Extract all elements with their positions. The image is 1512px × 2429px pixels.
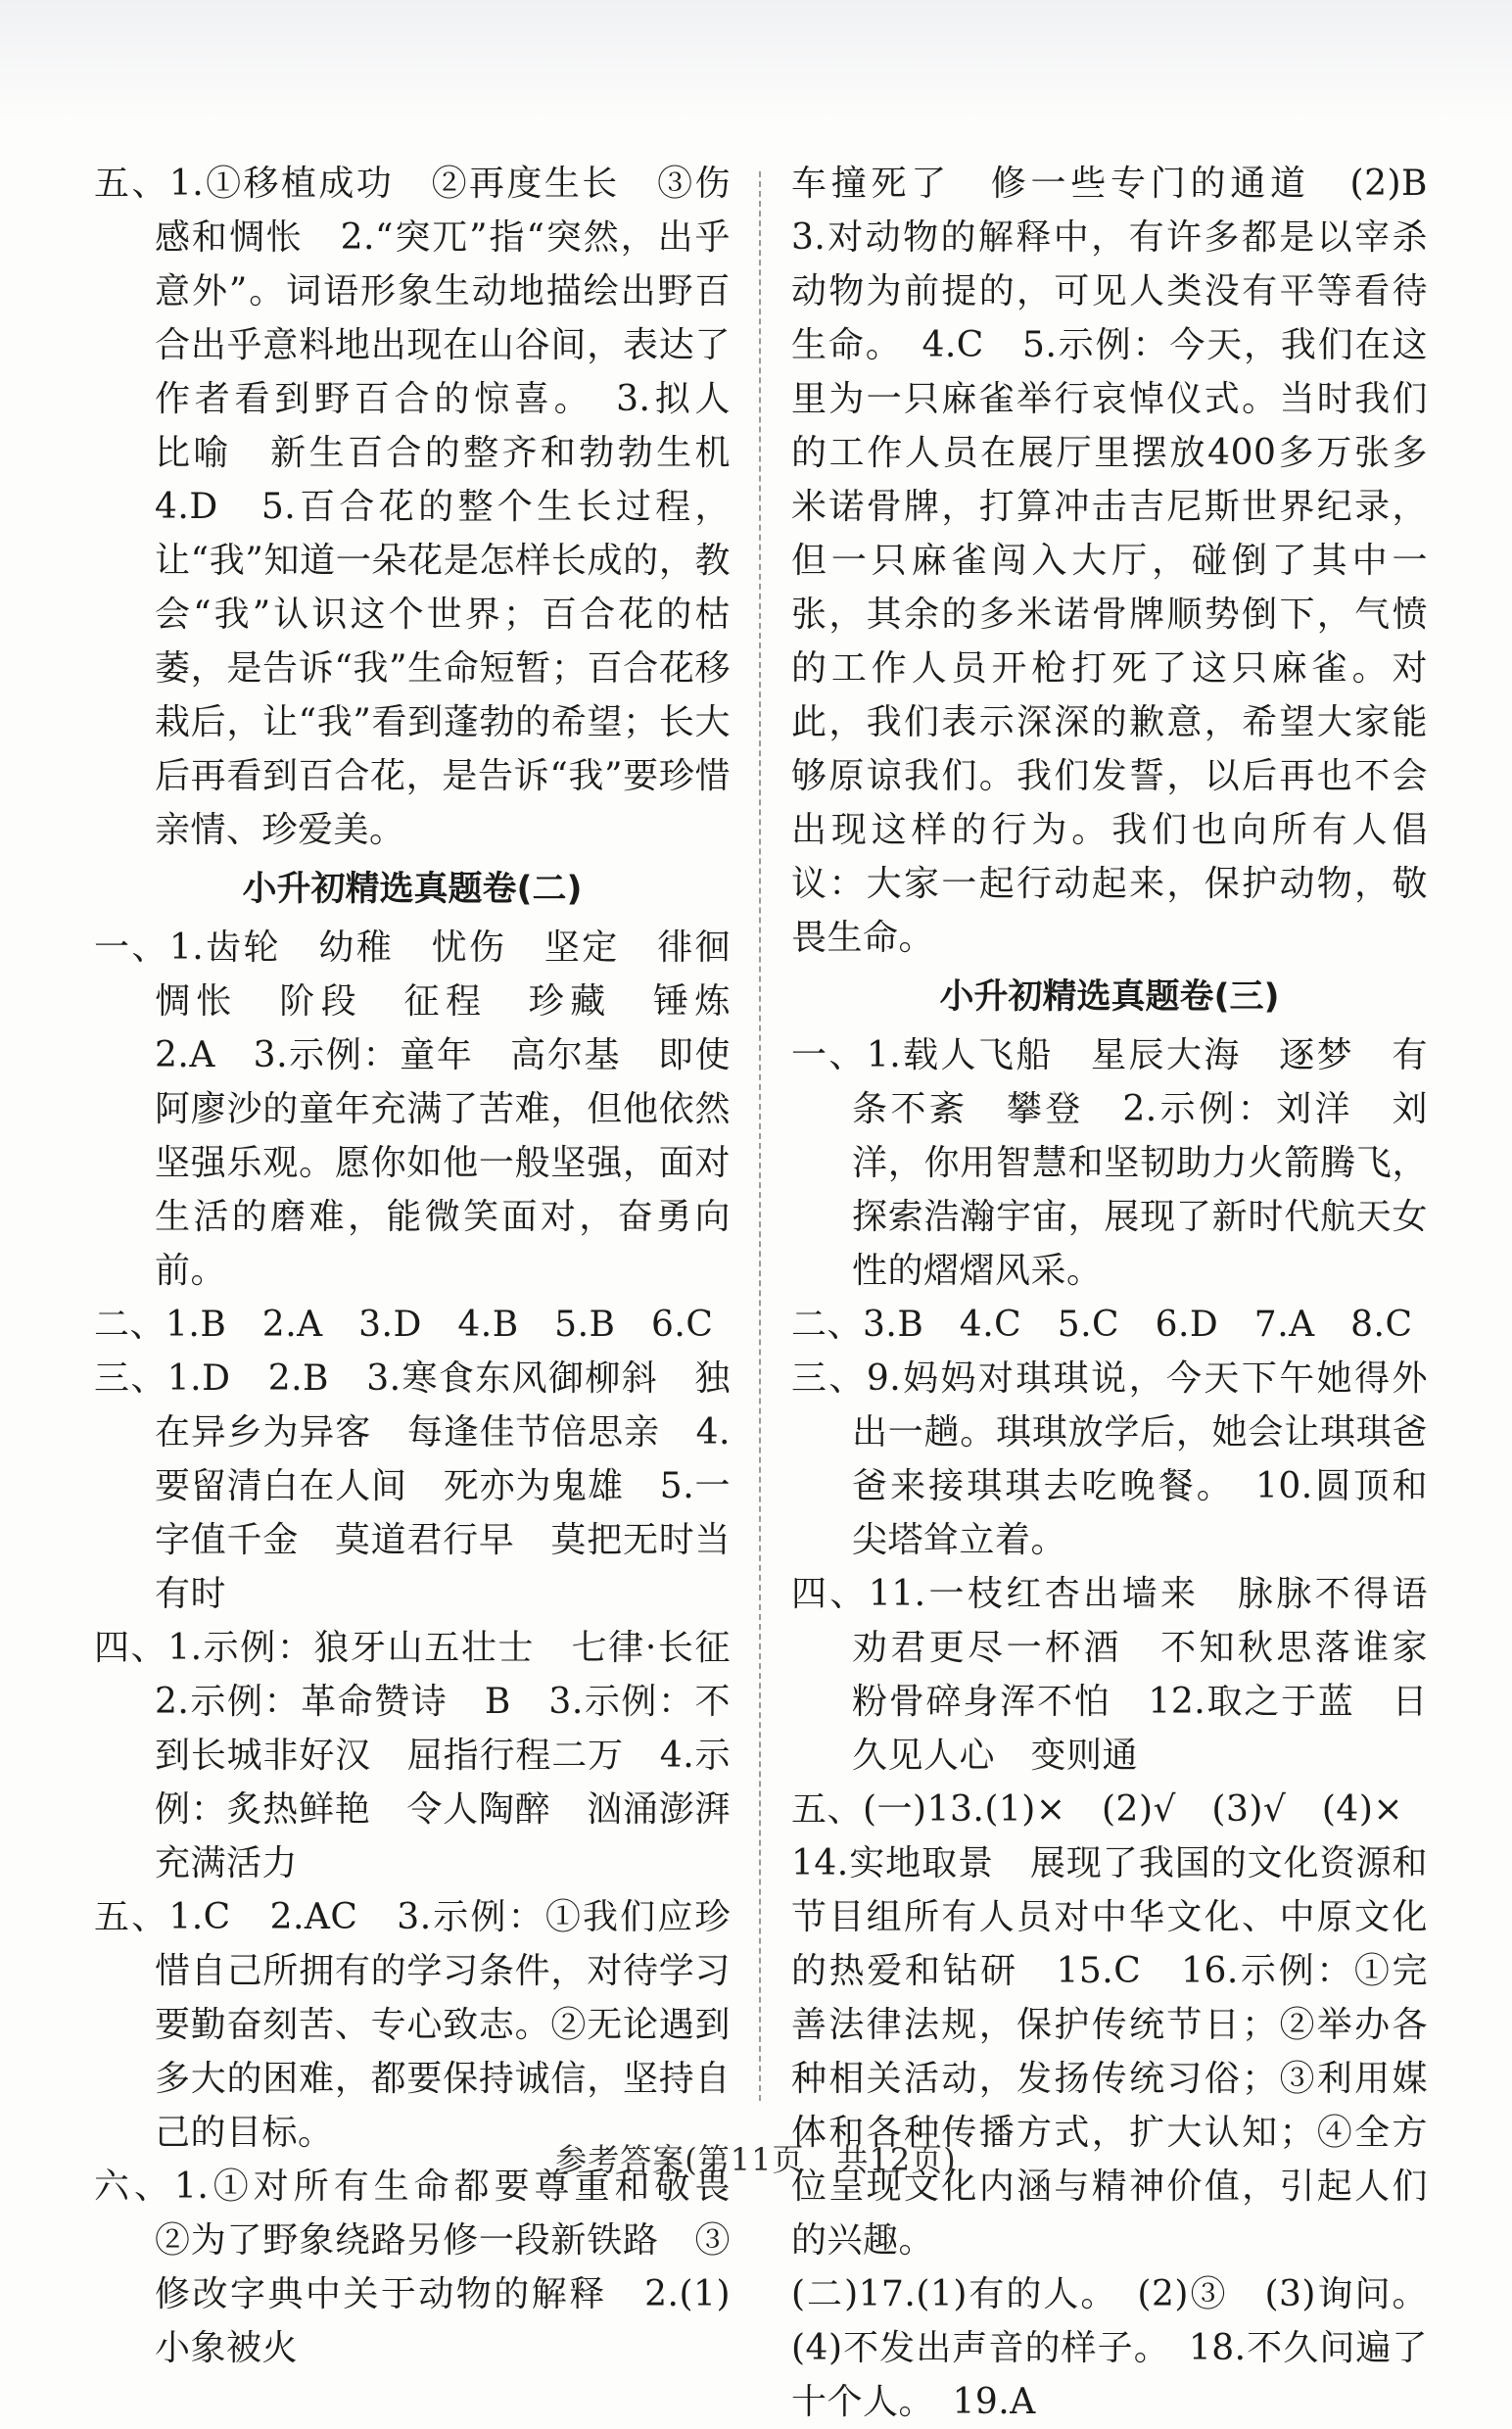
page-footer: 参考答案(第11页 共12页): [555, 2141, 957, 2178]
exam-title-3: 小升初精选真题卷(三): [939, 977, 1280, 1017]
answer-section-5-head: 五、(一)13.(1)× (2)√ (3)√ (4)×: [791, 1789, 1404, 1830]
right-column: [791, 157, 1464, 2429]
answer-section-5-a: 五、1.①移植成功 ②再度生长 ③伤感和惆怅 2.“突兀”指“突然，出乎意外”。词语形象生动地描绘出野百合出乎意料地出现在山谷间，表达了作者看到野百合的惊喜。 3.拟人 比喻 新生百合的整齐和勃勃生机 4.D 5.百合花的整个生长过程，让“我”知道一朵花是怎样长成的，教会“我”认识这个世界；百合花的枯萎，是告诉“我”生命短暂；百合花移栽后，让“我”看到蓬勃的希望；长大后再看到百合花，是告诉“我”要珍惜亲情、珍爱美。: [94, 164, 767, 850]
answer-continuation: 车撞死了 修一些专门的通道 (2)B 3.对动物的解释中，有许多都是以宰杀动物为前提的，可见人类没有平等看待生命。 4.C 5.示例：今天，我们在这里为一只麻雀举行哀悼仪式。当时我们的工作人员在展厅里摆放400多万张多米诺骨牌，打算冲击吉尼斯世界纪录，但一只麻雀闯入大厅，碰倒了其中一张，其余的多米诺骨牌顺势倒下，气愤的工作人员开枪打死了这只麻雀。对此，我们表示深深的歉意，希望大家能够原谅我们。我们发誓，以后再也不会出现这样的行为。我们也向所有人倡议：大家一起行动起来，保护动物，敬畏生命。: [791, 164, 1464, 958]
scan-top-shadow: [0, 0, 1512, 118]
answer-section-5-b: 五、1.C 2.AC 3.示例：①我们应珍惜自己所拥有的学习条件，对待学习要勤奋刻苦、专心致志。②无论遇到多大的困难，都要保持诚信，坚持自己的目标。: [94, 1897, 731, 2153]
answer-section-1: 一、1.齿轮 幼稚 忧伤 坚定 徘徊 惆怅 阶段 征程 珍藏 锤炼 2.A 3.示例：童年 高尔基 即使阿廖沙的童年充满了苦难，但他依然坚强乐观。愿你如他一般坚强，面对生活的磨难，能微笑面对，奋勇向前。: [94, 928, 767, 1291]
answer-section-3: 三、9.妈妈对琪琪说，今天下午她得外出一趟。琪琪放学后，她会让琪琪爸爸来接琪琪去吃晚餐。 10.圆顶和尖塔耸立着。: [791, 1358, 1428, 1560]
answer-section-1: 一、1.载人飞船 星辰大海 逐梦 有条不紊 攀登 2.示例：刘洋 刘洋，你用智慧和坚韧助力火箭腾飞，探索浩瀚宇宙，展现了新时代航天女性的熠熠风采。: [791, 1035, 1428, 1291]
answer-section-4: 四、1.示例：狼牙山五壮士 七律·长征 2.示例：革命赞诗 B 3.示例：不到长城非好汉 屈指行程二万 4.示例：炙热鲜艳 令人陶醉 汹涌澎湃 充满活力: [94, 1628, 767, 1883]
answer-section-6: 六、1.①对所有生命都要尊重和敬畏 ②为了野象绕路另修一段新铁路 ③修改字典中关于动物的解释 2.(1)小象被火: [94, 2167, 767, 2368]
answer-section-5-q14: 14.实地取景 展现了我国的文化资源和节目组所有人员对中华文化、中原文化的热爱和钻研 15.C 16.示例：①完善法律法规，保护传统节日；②举办各种相关活动，发扬传统习俗；③利用媒体和各种传播方式，扩大认知；④全方位呈现文化内涵与精神价值，引起人们的兴趣。: [791, 1843, 1428, 2261]
answer-section-2: 二、3.B 4.C 5.C 6.D 7.A 8.C: [791, 1305, 1413, 1345]
answer-section-3: 三、1.D 2.B 3.寒食东风御柳斜 独在异乡为异客 每逢佳节倍思亲 4.要留清白在人间 死亦为鬼雄 5.一字值千金 莫道君行早 莫把无时当有时: [94, 1358, 731, 1614]
column-divider: [759, 171, 761, 2101]
answer-section-4: 四、11.一枝红杏出墙来 脉脉不得语 劝君更尽一杯酒 不知秋思落谁家 粉骨碎身浑不怕 12.取之于蓝 日久见人心 变则通: [791, 1574, 1464, 1776]
answer-section-5-part2: (二)17.(1)有的人。 (2)③ (3)询问。(4)不发出声音的样子。 18.不久问遍了十个人。 19.A: [791, 2274, 1428, 2422]
answer-section-2: 二、1.B 2.A 3.D 4.B 5.B 6.C: [94, 1305, 714, 1345]
exam-title-2: 小升初精选真题卷(二): [242, 870, 583, 909]
